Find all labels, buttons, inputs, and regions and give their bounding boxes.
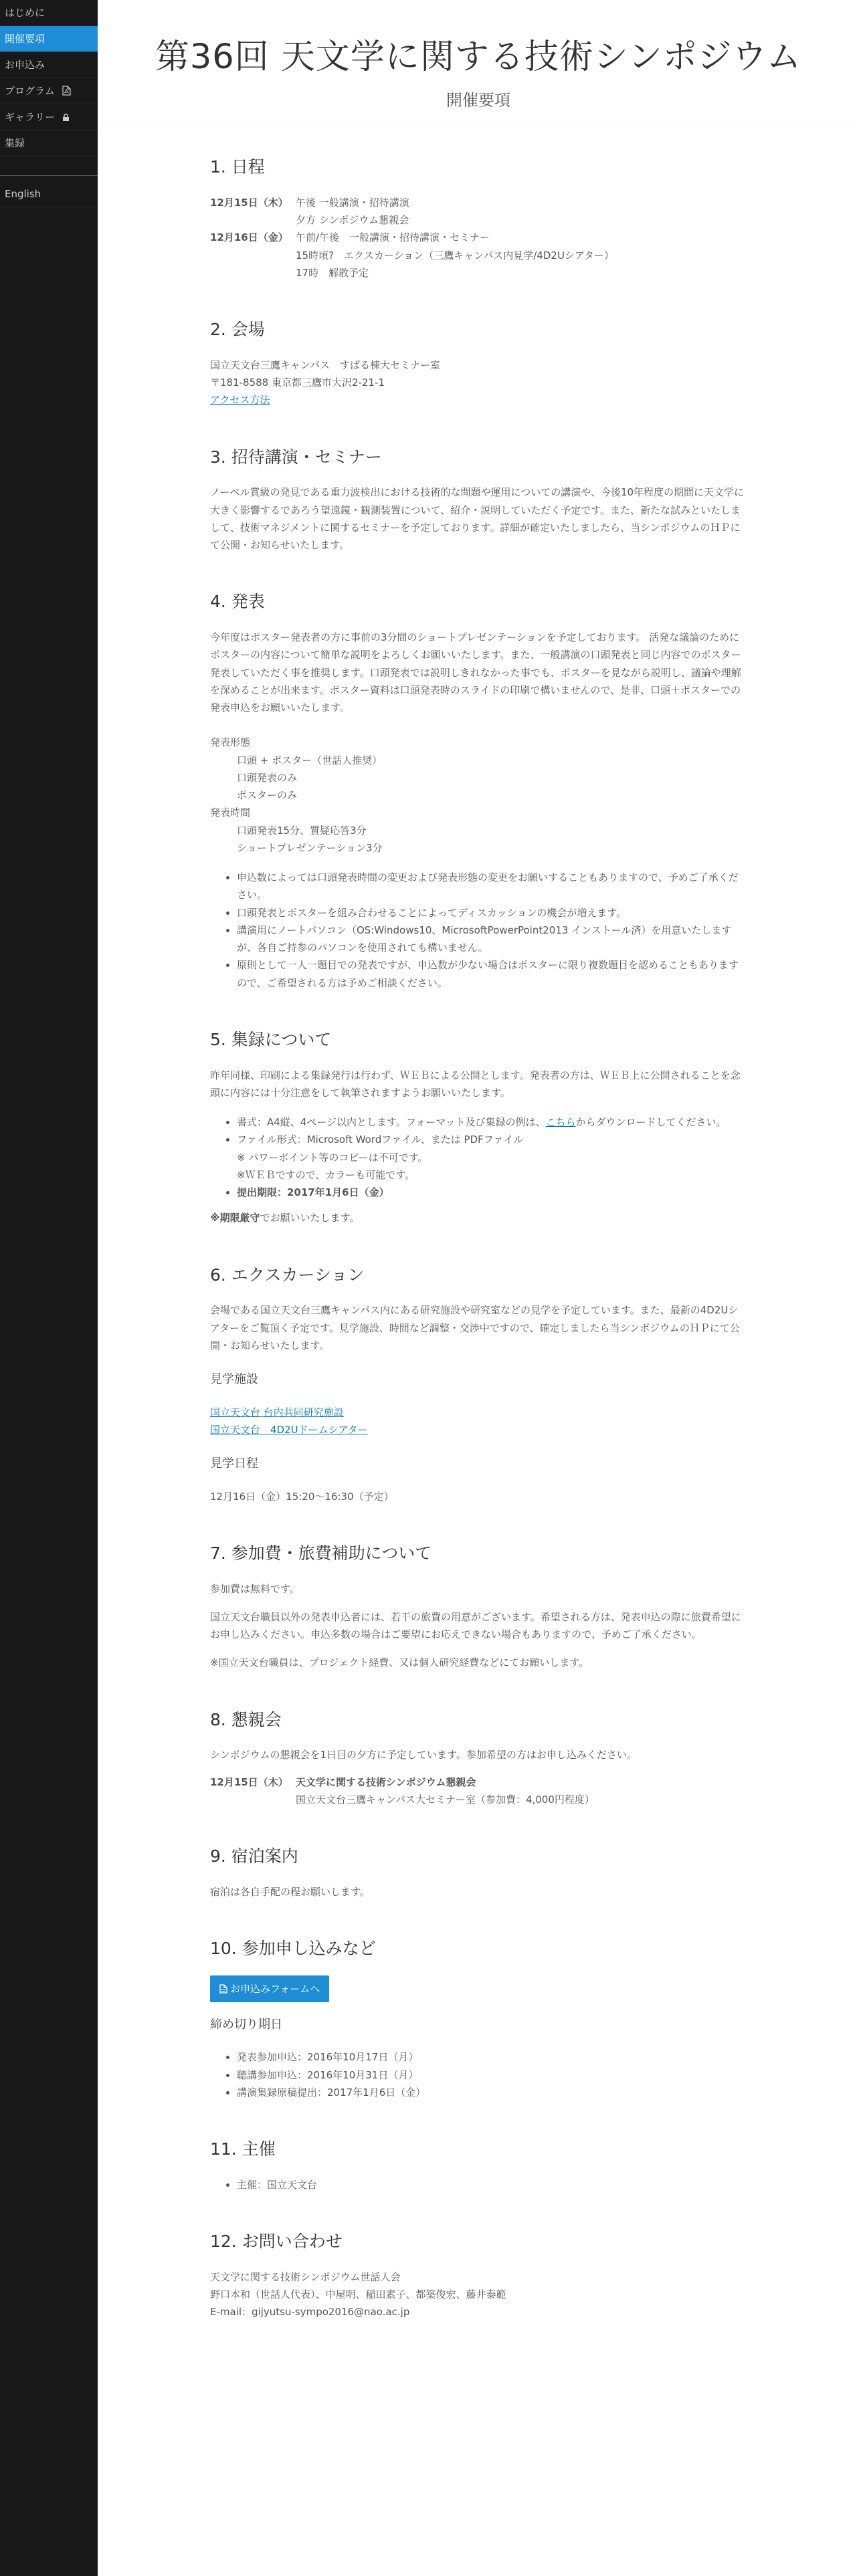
section-text: 昨年同様、印刷による集録発行は行わず、ＷＥＢによる公開とします。発表者の方は、ＷＥＢ上に公開されることを念頭に内容には十分注意をして執筆されますようお願いいたします。 bbox=[210, 1069, 741, 1099]
button-label: お申込みフォームへ bbox=[230, 1982, 320, 1995]
schedule-date: 12月16日（金） bbox=[210, 231, 288, 244]
section-title: 2. 会場 bbox=[210, 320, 265, 339]
sidebar-item-label: はじめに bbox=[5, 7, 45, 19]
section-registration bbox=[210, 1934, 745, 2101]
format-text-end: からダウンロードしてください。 bbox=[575, 1116, 727, 1128]
page-header bbox=[98, 0, 859, 122]
time-label: 発表時間 bbox=[210, 807, 251, 819]
sidebar-item-label: プログラム bbox=[5, 85, 55, 97]
section-title: 3. 招待講演・セミナー bbox=[210, 447, 382, 467]
schedule-date: 12月15日（木） bbox=[210, 1776, 288, 1788]
list-item: • 原則として一人一題目での発表ですが、申込数が少ない場合はポスターに限り複数題目を認めることもありますので、ご希望される方は予めご相談ください。 bbox=[237, 956, 745, 992]
sidebar-item-program[interactable] bbox=[0, 78, 98, 104]
facility-link[interactable]: 国立天文台 台内共同研究施設 bbox=[210, 1406, 344, 1418]
section-text: 国立天文台職員以外の発表申込者には、若干の旅費の用意がございます。希望される方は、発表申込の際に旅費希望にお申し込みください。申込多数の場合はご要望にお応えできない場合もありますので、予めご了承ください。 bbox=[210, 1610, 741, 1640]
schedule-row bbox=[210, 229, 745, 282]
section-invited-talks bbox=[210, 443, 745, 554]
excursion-date: 12月16日（金）15:20〜16:30（予定） bbox=[210, 1490, 394, 1503]
section-title: 12. お問い合わせ bbox=[210, 2232, 343, 2251]
schedule-item: 午前/午後 一般講演・招待講演・セミナー bbox=[296, 231, 490, 244]
list-item: • 口頭発表とポスターを組み合わせることによってディスカッションの機会が増えます。 bbox=[237, 904, 745, 922]
format-item: 口頭 + ポスター（世話人推奨） bbox=[237, 754, 383, 766]
section-title: 10. 参加申し込みなど bbox=[210, 1939, 376, 1958]
lock-icon bbox=[62, 106, 72, 115]
main-content bbox=[210, 122, 745, 2321]
section-title: 5. 集録について bbox=[210, 1029, 332, 1049]
schedule-item: 夕方 シンポジウム懇親会 bbox=[296, 214, 409, 226]
section-text: ※国立天文台職員は、プロジェクト経費、又は個人研究経費などにてお願いします。 bbox=[210, 1656, 589, 1669]
deadline-note bbox=[210, 1209, 745, 1226]
section-text: 会場である国立天文台三鷹キャンパス内にある研究施設や研究室などの見学を予定しています。また、最新の4D2Uシアターをご覧頂く予定です。見学施設、時間など調整・交渉中ですので、確定しましたら当シンポジウムのＨＰにて公開・お知らせいたします。 bbox=[210, 1304, 740, 1352]
section-reception bbox=[210, 1705, 745, 1809]
sidebar-item-label: English bbox=[5, 188, 41, 200]
section-title: 9. 宿泊案内 bbox=[210, 1846, 298, 1866]
file-format-text: • ファイル形式：Microsoft Wordファイル、または PDFファイル bbox=[237, 1134, 524, 1146]
access-link[interactable]: アクセス方法 bbox=[210, 394, 270, 407]
sidebar-item-registration[interactable] bbox=[0, 52, 98, 78]
sidebar-item-overview[interactable] bbox=[0, 26, 98, 52]
subsection-title: 見学日程 bbox=[210, 1457, 258, 1471]
list-item: • 講演用にノートパソコン（OS:Windows10、MicrosoftPowerPoint2013 インストール済）を用意いたしますが、各自ご持参のパソコンを使用されても構いません。 bbox=[237, 922, 745, 957]
section-title: 6. エクスカーション bbox=[210, 1265, 365, 1285]
section-venue bbox=[210, 315, 745, 409]
sidebar-item-proceedings[interactable] bbox=[0, 130, 98, 156]
application-form-button[interactable] bbox=[210, 1975, 329, 2002]
document-icon bbox=[219, 1977, 227, 1986]
list-item bbox=[237, 1131, 745, 1184]
time-item: 口頭発表15分、質疑応答3分 bbox=[237, 824, 367, 837]
deadline-list bbox=[210, 2048, 745, 2101]
section-excursion bbox=[210, 1261, 745, 1505]
sidebar-item-gallery[interactable] bbox=[0, 104, 98, 130]
section-schedule bbox=[210, 152, 745, 282]
time-item: ショートプレゼンテーション3分 bbox=[237, 841, 383, 854]
sidebar-item-intro[interactable] bbox=[0, 0, 98, 26]
venue-address: 〒181-8588 東京都三鷹市大沢2-21-1 bbox=[210, 377, 385, 389]
pdf-file-icon bbox=[62, 80, 72, 89]
venue-name: 国立天文台三鷹キャンパス すばる棟大セミナー室 bbox=[210, 358, 440, 371]
download-link[interactable]: こちら bbox=[545, 1116, 576, 1128]
section-proceedings bbox=[210, 1025, 745, 1227]
format-item: ポスターのみ bbox=[237, 789, 298, 801]
section-text: 参加費は無料です。 bbox=[210, 1582, 300, 1595]
section-title: 11. 主催 bbox=[210, 2139, 276, 2159]
subsection-title: 締め切り期日 bbox=[210, 2017, 282, 2032]
page-title: 第36回 天文学に関する技術シンポジウム bbox=[155, 37, 802, 77]
sidebar-divider bbox=[0, 175, 98, 176]
format-text: 書式：A4縦、4ページ以内とします。フォーマット及び集録の例は、 bbox=[237, 1116, 546, 1128]
sidebar-item-label: 集録 bbox=[5, 137, 25, 149]
format-item: 口頭発表のみ bbox=[237, 771, 298, 784]
contact-line: 天文学に関する技術シンポジウム世話人会 bbox=[210, 2270, 401, 2283]
sidebar-item-label: お申込み bbox=[5, 59, 45, 71]
section-title: 7. 参加費・旅費補助について bbox=[210, 1543, 432, 1563]
page-subtitle: 開催要項 bbox=[446, 91, 510, 110]
list-item: • 聴講参加申込：2016年10月31日（月） bbox=[237, 2066, 745, 2084]
section-contact bbox=[210, 2227, 745, 2321]
contact-email: E-mail：gijyutsu-sympo2016@nao.ac.jp bbox=[210, 2306, 410, 2319]
file-format-note: ※ＷＥＢですので、カラーも可能です。 bbox=[237, 1168, 415, 1181]
section-text: 宿泊は各自手配の程お願いします。 bbox=[210, 1885, 370, 1898]
subsection-title: 見学施設 bbox=[210, 1372, 258, 1386]
schedule-item: 午後 一般講演・招待講演 bbox=[296, 196, 409, 209]
section-fees bbox=[210, 1539, 745, 1672]
list-item: • 申込数によっては口頭発表時間の変更および発表形態の変更をお願いすることもありますので、予めご了承ください。 bbox=[237, 869, 745, 904]
sidebar-item-english[interactable] bbox=[0, 181, 98, 207]
schedule-row bbox=[210, 1774, 745, 1809]
list-item bbox=[237, 1113, 745, 1131]
section-text: ノーベル賞級の発見である重力波検出における技術的な問題や運用についての講演や、今後10年程度の期間に天文学に大きく影響するであろう望遠鏡・観測装置について、紹介・説明していただく予定です。また、新たな試みといたしまして、技術マネジメントに関するセミナーを予定しております。詳細が確定いたしましたら、当シンポジウムのＨＰにて公開・お知らせいたします。 bbox=[210, 486, 745, 551]
sidebar-item-label: ギャラリー bbox=[5, 111, 56, 123]
deadline-note-text: でお願いいたします。 bbox=[260, 1212, 360, 1224]
section-text: シンポジウムの懇親会を1日目の夕方に予定しています。参加希望の方はお申し込みください。 bbox=[210, 1749, 637, 1761]
reception-place: 国立天文台三鷹キャンパス大セミナー室（参加費：4,000円程度） bbox=[296, 1793, 595, 1806]
section-accommodation bbox=[210, 1842, 745, 1901]
schedule-row bbox=[210, 194, 745, 229]
schedule-item: 15時頃? エクスカーション（三鷹キャンパス内見学/4D2Uシアター） bbox=[296, 249, 614, 261]
format-label: 発表形態 bbox=[210, 736, 251, 749]
facility-link[interactable]: 国立天文台 4D2Uドームシアター bbox=[210, 1423, 368, 1436]
schedule-item: 17時 解散予定 bbox=[296, 266, 369, 279]
schedule-date: 12月15日（木） bbox=[210, 196, 288, 209]
sidebar-item-label: 開催要項 bbox=[5, 33, 45, 45]
list-item: • 発表参加申込：2016年10月17日（月） bbox=[237, 2048, 745, 2066]
list-item: • 主催：国立天文台 bbox=[237, 2176, 745, 2193]
section-title: 1. 日程 bbox=[210, 157, 265, 177]
section-title: 8. 懇親会 bbox=[210, 1709, 282, 1729]
section-organizer bbox=[210, 2135, 745, 2193]
reception-event: 天文学に関する技術シンポジウム懇親会 bbox=[296, 1776, 476, 1788]
section-title: 4. 発表 bbox=[210, 592, 265, 612]
organizer-list bbox=[210, 2176, 745, 2193]
section-text: 今年度はポスター発表者の方に事前の3分間のショートプレゼンテーションを予定しております。 活発な議論のためにポスターの内容について簡単な説明をよろしくお願いいたします。また、一般講演の口頭発表と同じ内容でのポスター発表していただく事を推奨します。口頭発表では説明しきれなかった事でも、ポスターを見ながら説明し、議論や理解を深めることが出来ます。ポスター資料は口頭発表時のスライドの印刷で構いませんので、是非、口頭＋ポスターでの発表申込をお願いいたします。 bbox=[210, 631, 741, 714]
proceedings-notes bbox=[210, 1113, 745, 1201]
list-item: • 講演集録原稿提出：2017年1月6日（金） bbox=[237, 2084, 745, 2101]
deadline-item: • 提出期限：2017年1月6日（金） bbox=[237, 1184, 745, 1201]
sidebar bbox=[0, 0, 98, 2576]
file-format-note: ※ パワーポイント等のコピーは不可です。 bbox=[237, 1151, 428, 1164]
deadline-note-bold: ※期限厳守 bbox=[210, 1212, 260, 1224]
section-presentation bbox=[210, 587, 745, 992]
presentation-notes bbox=[210, 869, 745, 992]
contact-line: 野口本和（世話人代表）、中屋明、稲田素子、都築俊宏、藤井泰範 bbox=[210, 2288, 506, 2300]
